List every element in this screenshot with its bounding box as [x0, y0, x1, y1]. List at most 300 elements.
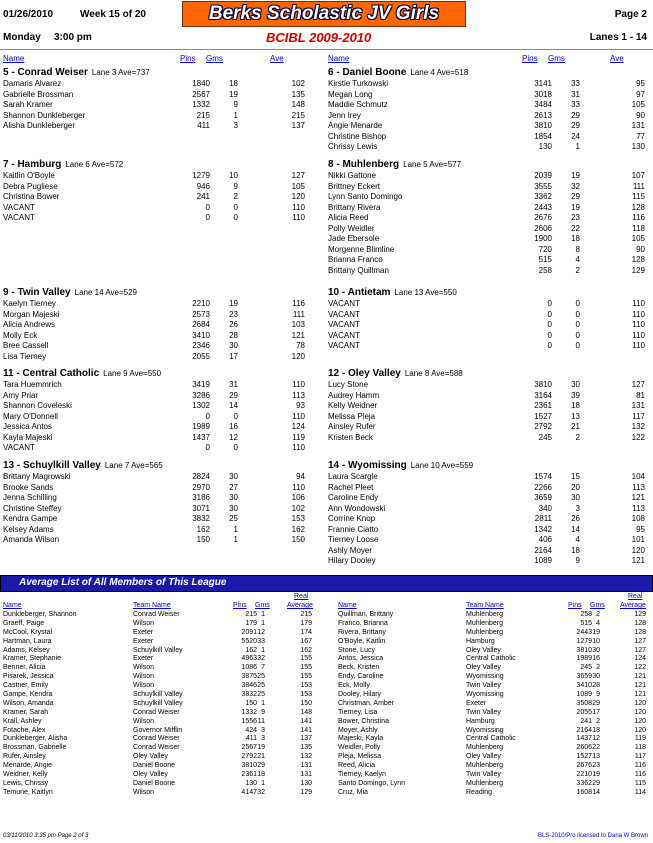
player-average: 162 [291, 524, 305, 534]
team-name: 5 - Conrad Weiser [3, 67, 88, 78]
player-average: 78 [296, 341, 305, 350]
avg-row [338, 647, 652, 656]
team-block [328, 286, 650, 352]
player-average: 102 [291, 503, 305, 513]
avg-team: Wilson [133, 673, 155, 681]
avg-team: Muhlenberg [466, 762, 503, 770]
player-name: Laura Scargle [328, 472, 378, 481]
avg-average: 174 [300, 628, 312, 636]
avg-games: 19 [592, 771, 600, 779]
player-average: 111 [632, 181, 645, 191]
player-average: 105 [631, 234, 645, 243]
player-name: Jenna Schilling [3, 493, 57, 502]
player-games: 4 [575, 535, 580, 544]
avg-pins: 411 [245, 735, 257, 743]
avg-row [3, 673, 321, 682]
avg-name: Adams, Kelsey [3, 646, 50, 654]
player-name: Caroline Endy [328, 493, 379, 502]
player-name: Chrissy Lewis [328, 142, 378, 151]
player-average: 128 [631, 202, 645, 212]
avg-games: 1 [261, 619, 265, 627]
player-name: Sarah Kramer [3, 100, 53, 109]
avg-row [338, 771, 652, 780]
avg-row [338, 718, 652, 727]
player-name: Tara Huemmrich [3, 380, 62, 389]
avg-team: Wilson [133, 619, 155, 627]
player-pins: 0 [205, 411, 210, 421]
player-average: 77 [636, 131, 645, 141]
avg-row [338, 664, 652, 673]
player-pins: 215 [196, 110, 210, 120]
player-average: 110 [292, 411, 305, 421]
avg-pins: 5520 [241, 637, 257, 645]
avg-team: Conrad Weiser [133, 735, 180, 743]
avg-pins: 1089 [576, 691, 592, 699]
player-average: 215 [291, 110, 305, 120]
player-average: 101 [631, 535, 645, 544]
player-average: 107 [631, 171, 645, 180]
avg-team: Central Catholic [466, 735, 516, 743]
player-games: 21 [571, 422, 580, 431]
avg-average: 137 [300, 735, 312, 743]
avg-games: 7 [261, 664, 265, 672]
team-header [328, 459, 650, 472]
avg-name: Bower, Christina [338, 717, 389, 725]
avg-name: Gampe, Kendra [3, 691, 53, 699]
avg-pins: 2210 [576, 771, 592, 779]
avg-row [3, 664, 321, 673]
page-header [0, 0, 653, 30]
player-pins: 720 [538, 244, 552, 254]
player-average: 121 [631, 556, 645, 565]
avg-col-team: Team Name [133, 602, 171, 609]
avg-team: Hamburg [466, 717, 495, 725]
avg-pins: 3810 [241, 762, 257, 770]
player-row [328, 132, 650, 143]
player-pins: 3810 [534, 380, 552, 389]
team-name: 13 - Schuylkill Valley [3, 460, 101, 471]
avg-pins: 258 [580, 611, 592, 618]
player-pins: 2443 [534, 202, 552, 212]
avg-row [3, 735, 321, 744]
player-games: 2 [233, 192, 238, 201]
avg-name: Pleja, Melissa [338, 753, 382, 761]
avg-name: Eck, Molly [338, 682, 370, 690]
player-average: 148 [291, 100, 305, 109]
avg-average: 179 [300, 619, 312, 627]
player-games: 30 [229, 472, 238, 481]
avg-team: Conrad Weiser [133, 744, 180, 752]
team-block [3, 459, 321, 546]
avg-games: 29 [592, 779, 600, 787]
player-games: 30 [229, 341, 238, 350]
player-games: 3 [233, 121, 238, 130]
player-pins: 1989 [192, 422, 210, 431]
avg-games: 2 [596, 611, 600, 618]
player-pins: 2824 [192, 472, 210, 481]
player-name: VACANT [328, 299, 360, 308]
avg-row [3, 638, 321, 647]
player-games: 29 [571, 121, 580, 130]
player-row [328, 182, 650, 193]
player-games: 33 [571, 79, 580, 88]
player-row [3, 310, 321, 321]
player-row [328, 100, 650, 111]
player-average: 104 [631, 472, 645, 481]
avg-average: 116 [634, 762, 646, 770]
team-header [3, 286, 321, 299]
player-row [328, 310, 650, 321]
avg-row [3, 629, 321, 638]
avg-pins: 2676 [576, 762, 592, 770]
avg-row [3, 718, 321, 727]
avg-average: 114 [634, 788, 646, 796]
player-games: 26 [229, 320, 238, 329]
player-pins: 2613 [534, 110, 552, 120]
avg-row [3, 700, 321, 709]
team-header [3, 367, 321, 380]
player-games: 18 [571, 545, 580, 555]
avg-row [3, 762, 321, 771]
player-name: Morgenne Blimline [328, 244, 395, 254]
avg-team: Central Catholic [466, 655, 516, 663]
player-pins: 2606 [534, 223, 552, 233]
schedule-time: 3:00 pm [54, 32, 92, 43]
player-pins: 0 [547, 341, 552, 350]
avg-pins: 2055 [576, 708, 592, 716]
player-average: 117 [632, 411, 645, 421]
player-name: Brittney Eckert [328, 181, 381, 191]
avg-pins: 2361 [241, 771, 257, 779]
avg-games: 14 [592, 788, 600, 796]
avg-name: Lewis, Chrissy [3, 779, 49, 787]
avg-col-real: Real [628, 593, 643, 600]
page-title: Berks Scholastic JV Girls [182, 1, 466, 27]
player-average: 153 [291, 514, 305, 523]
avg-name: Moyer, Ashly [338, 726, 378, 734]
avg-pins: 3508 [576, 699, 592, 707]
avg-col-name: Name [3, 602, 22, 609]
avg-row [3, 682, 321, 691]
player-name: Ann Wondowski [328, 503, 386, 513]
player-name: VACANT [328, 320, 360, 329]
player-average: 111 [292, 309, 305, 319]
player-pins: 3186 [192, 493, 210, 502]
avg-games: 30 [592, 673, 600, 681]
player-name: VACANT [3, 213, 35, 222]
avg-team: Exeter [133, 628, 154, 636]
avg-team: Muhlenberg [466, 744, 503, 752]
player-games: 0 [233, 213, 238, 222]
avg-average: 162 [300, 646, 312, 654]
player-pins: 1900 [534, 234, 552, 243]
player-row [328, 331, 650, 342]
avg-average: 130 [300, 779, 312, 787]
avg-name: Antos, Jessica [338, 655, 384, 663]
avg-team: Muhlenberg [466, 779, 503, 787]
player-games: 19 [229, 299, 238, 308]
player-pins: 2970 [192, 482, 210, 492]
player-row [328, 535, 650, 546]
avg-average: 121 [634, 691, 646, 699]
player-pins: 0 [547, 309, 552, 319]
player-name: Alicia Reed [328, 213, 369, 222]
team-lane-average: Lane 6 Ave=572 [65, 160, 124, 169]
player-name: Alisha Dunkleberger [3, 121, 76, 130]
player-games: 0 [233, 411, 238, 421]
team-block [328, 459, 650, 567]
player-games: 29 [571, 192, 580, 201]
player-average: 110 [632, 299, 645, 308]
avg-games: 32 [257, 655, 265, 663]
team-lane-average: Lane 13 Ave=550 [394, 288, 457, 297]
player-row [3, 443, 321, 454]
player-games: 1 [575, 142, 580, 151]
player-games: 9 [233, 181, 238, 191]
avg-games: 16 [592, 655, 600, 663]
subheader [0, 29, 653, 47]
player-average: 119 [292, 432, 305, 442]
player-row [328, 266, 650, 277]
footer-license: BLS-2010/Pro licensed to Dana W Brown [537, 833, 648, 839]
avg-games: 13 [592, 753, 600, 761]
player-name: Christine Steffey [3, 503, 62, 513]
avg-games: 3 [261, 735, 265, 743]
player-average: 90 [636, 110, 645, 120]
player-row [328, 234, 650, 245]
team-header [328, 158, 650, 171]
player-row [328, 255, 650, 266]
avg-average: 155 [300, 664, 312, 672]
player-games: 4 [575, 255, 580, 264]
avg-team: Wilson [133, 717, 155, 725]
average-list-title: Average List of All Members of This League [19, 577, 227, 588]
avg-games: 4 [596, 619, 600, 627]
avg-games: 23 [592, 762, 600, 770]
player-name: Brooke Sands [3, 482, 54, 492]
player-average: 81 [636, 390, 645, 400]
player-row [3, 213, 321, 224]
avg-row [3, 691, 321, 700]
team-header [3, 459, 321, 472]
team-name: 9 - Twin Valley [3, 287, 71, 298]
avg-pins: 1989 [576, 655, 592, 663]
player-games: 1 [233, 110, 238, 120]
avg-games: 21 [257, 753, 265, 761]
avg-pins: 215 [245, 611, 257, 618]
player-average: 94 [296, 472, 305, 481]
avg-pins: 179 [245, 619, 257, 627]
avg-name: O'Boyle, Kaitlin [338, 637, 386, 645]
avg-name: McCool, Krystal [3, 628, 53, 636]
player-name: Shannon Coveleski [3, 401, 72, 410]
player-average: 127 [291, 171, 305, 180]
report-date: 01/26/2010 [3, 9, 54, 20]
player-average: 110 [632, 309, 645, 319]
team-name: 8 - Muhlenberg [328, 159, 400, 170]
avg-pins: 3659 [576, 673, 592, 681]
player-row [328, 171, 650, 182]
player-name: Lynn Santo Domingo [328, 192, 403, 201]
player-average: 110 [632, 330, 645, 340]
player-name: Kendra Gampe [3, 514, 58, 523]
team-block [328, 158, 650, 276]
avg-team: Schuylkill Valley [133, 699, 183, 707]
avg-average: 132 [300, 753, 312, 761]
avg-col-average: Average [620, 602, 646, 609]
player-pins: 241 [196, 192, 210, 201]
player-games: 30 [571, 493, 580, 502]
avg-average: 128 [634, 628, 646, 636]
player-name: Frannie Ciatto [328, 524, 379, 534]
avg-name: Rivera, Brittany [338, 628, 386, 636]
avg-team: Oley Valley [466, 664, 501, 672]
avg-row [3, 744, 321, 753]
avg-pins: 3410 [576, 682, 592, 690]
player-name: Corrine Knop [328, 514, 376, 523]
player-games: 14 [229, 401, 238, 410]
avg-pins: 162 [245, 646, 257, 654]
average-list-right [338, 593, 652, 798]
player-pins: 1437 [192, 432, 210, 442]
avg-average: 118 [634, 744, 646, 752]
player-pins: 2684 [192, 320, 210, 329]
player-pins: 3832 [192, 514, 210, 523]
player-name: Melissa Pleja [328, 411, 376, 421]
avg-average: 120 [634, 699, 646, 707]
avg-games: 32 [257, 788, 265, 796]
col-header-ave: Ave [610, 54, 624, 63]
avg-games: 1 [261, 699, 265, 707]
col-header-pins: Pins [522, 54, 538, 63]
avg-team: Reading [466, 788, 493, 796]
player-row [3, 483, 321, 494]
avg-games: 2 [596, 717, 600, 725]
player-row [328, 504, 650, 515]
player-average: 120 [631, 545, 645, 555]
player-average: 110 [292, 213, 305, 222]
avg-row [3, 647, 321, 656]
team-block [3, 286, 321, 362]
avg-team: Muhlenberg [466, 611, 503, 618]
player-row [328, 556, 650, 567]
player-row [328, 525, 650, 536]
player-name: Morgan Majeski [3, 309, 60, 319]
player-pins: 0 [547, 299, 552, 308]
player-pins: 946 [196, 181, 210, 191]
player-row [3, 192, 321, 203]
player-average: 110 [292, 202, 305, 212]
avg-row [338, 735, 652, 744]
avg-name: Majeski, Kayla [338, 735, 384, 743]
player-row [3, 504, 321, 515]
avg-team: Twin Valley [466, 708, 501, 716]
avg-pins: 3362 [576, 779, 592, 787]
avg-pins: 1527 [576, 753, 592, 761]
player-games: 30 [229, 493, 238, 502]
avg-team: Exeter [133, 655, 154, 663]
avg-row [338, 611, 652, 620]
player-games: 26 [571, 514, 580, 523]
avg-name: Tierney, Kaelyn [338, 771, 386, 779]
avg-pins: 4147 [241, 788, 257, 796]
page-number: Page 2 [614, 9, 647, 20]
player-name: Mary O'Donnell [3, 411, 58, 421]
player-games: 18 [571, 234, 580, 243]
col-header-name: Name [3, 54, 25, 63]
player-average: 120 [291, 192, 305, 201]
avg-row [338, 673, 652, 682]
avg-pins: 2443 [576, 628, 592, 636]
avg-name: Rufer, Ainsley [3, 753, 46, 761]
player-games: 31 [571, 89, 580, 99]
player-games: 9 [575, 556, 580, 565]
team-block [3, 158, 321, 224]
team-header [328, 286, 650, 299]
avg-team: Daniel Boone [133, 779, 176, 787]
player-average: 120 [291, 351, 305, 361]
player-pins: 0 [205, 443, 210, 452]
player-average: 115 [632, 192, 645, 201]
avg-name: Kramer, Sarah [3, 708, 49, 716]
col-header-pins: Pins [180, 54, 196, 63]
player-games: 29 [571, 110, 580, 120]
avg-pins: 515 [580, 619, 592, 627]
avg-row [338, 762, 652, 771]
player-pins: 3810 [534, 121, 552, 130]
player-average: 113 [632, 503, 645, 513]
team-lane-average: Lane 4 Ave=518 [410, 68, 469, 77]
avg-team: Twin Valley [466, 682, 501, 690]
avg-games: 10 [592, 637, 600, 645]
player-row [328, 401, 650, 412]
player-row [328, 483, 650, 494]
player-pins: 0 [205, 213, 210, 222]
average-list-header [3, 593, 321, 611]
player-games: 33 [571, 100, 580, 109]
avg-pins: 3832 [241, 691, 257, 699]
player-average: 131 [631, 121, 645, 130]
player-games: 0 [575, 341, 580, 350]
player-row [328, 433, 650, 444]
player-average: 105 [631, 100, 645, 109]
avg-average: 135 [300, 744, 312, 752]
player-pins: 3410 [192, 330, 210, 340]
player-name: Jessica Antos [3, 422, 52, 431]
player-row [328, 213, 650, 224]
avg-pins: 1086 [241, 664, 257, 672]
player-row [328, 546, 650, 557]
player-games: 8 [575, 244, 580, 254]
footer-timestamp: 03/11/2010 3:35 pm Page 2 of 3 [3, 833, 89, 839]
player-pins: 2792 [534, 422, 552, 431]
avg-pins: 1556 [241, 717, 257, 725]
team-lane-average: Lane 14 Ave=529 [74, 288, 137, 297]
avg-games: 30 [592, 646, 600, 654]
player-name: Ashly Moyer [328, 545, 373, 555]
avg-name: Kramer, Stephanie [3, 655, 61, 663]
player-pins: 3659 [534, 493, 552, 502]
avg-average: 155 [300, 673, 312, 681]
player-row [328, 391, 650, 402]
player-pins: 406 [538, 535, 552, 544]
avg-average: 115 [634, 779, 646, 787]
avg-col-pins: Pins [233, 602, 247, 609]
avg-name: Castner, Emily [3, 682, 49, 690]
player-name: Kaelyn Tierney [3, 299, 56, 308]
avg-pins: 1279 [576, 637, 592, 645]
avg-row [338, 655, 652, 664]
